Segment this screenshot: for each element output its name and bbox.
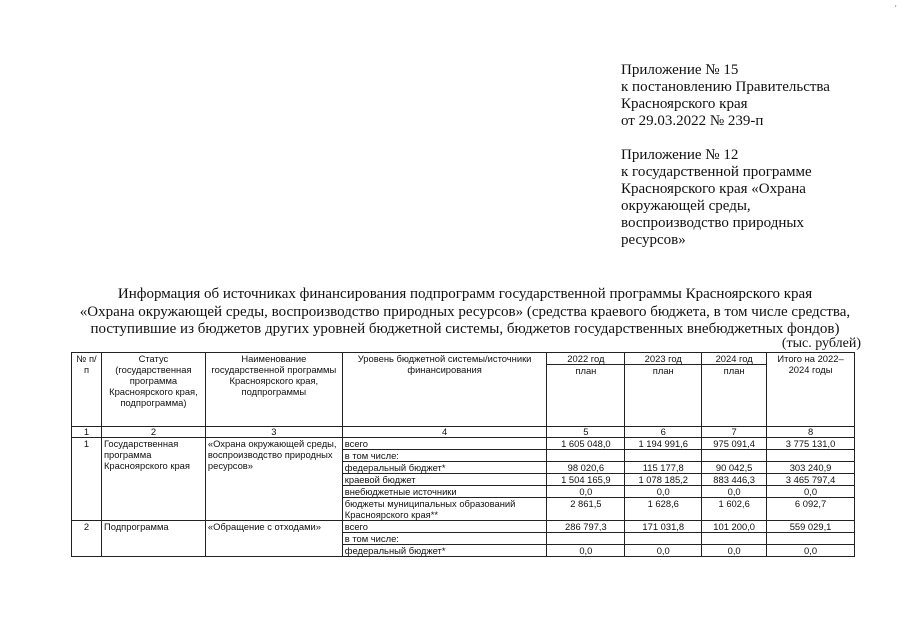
row1-2022: 98 020,6	[547, 462, 625, 474]
row2-name: «Обращение с отходами»	[205, 521, 342, 557]
colnum-5: 5	[547, 427, 625, 438]
appendix-12-line1: Приложение № 12	[621, 147, 739, 163]
row2-status: Подпрограмма	[101, 521, 205, 557]
row1-2023: 0,0	[625, 486, 702, 498]
row1-level: внебюджетные источники	[342, 486, 547, 498]
row2-total: 559 029,1	[767, 521, 855, 533]
appendix-12-line4: окружающей среды,	[621, 198, 751, 214]
row2-2022	[547, 533, 625, 545]
colnum-8: 8	[767, 427, 855, 438]
row1-2024	[702, 450, 767, 462]
header-num: № п/п	[72, 353, 102, 427]
header-total: Итого на 2022–2024 годы	[767, 353, 855, 427]
appendix-12-line3: Красноярского края «Охрана	[621, 181, 806, 197]
table-row	[72, 438, 855, 450]
document-title	[60, 286, 870, 339]
row1-total: 3 775 131,0	[767, 438, 855, 450]
financing-table	[71, 352, 855, 557]
row1-2022	[547, 450, 625, 462]
colnum-3: 3	[205, 427, 342, 438]
row1-2024: 1 602,6	[702, 498, 767, 521]
row1-2023: 1 194 991,6	[625, 438, 702, 450]
row2-2023: 0,0	[625, 545, 702, 557]
title-line1: Информация об источниках финансирования подпрограмм государственной программы Красноярского края	[117, 286, 813, 302]
header-name: Наименование государственной программы Красноярского края, подпрограммы	[205, 353, 342, 427]
row1-2023: 1 628,6	[625, 498, 702, 521]
row1-total	[767, 450, 855, 462]
row2-total: 0,0	[767, 545, 855, 557]
corner-mark: ·	[894, 2, 897, 11]
row1-2023: 1 078 185,2	[625, 474, 702, 486]
row1-level: краевой бюджет	[342, 474, 547, 486]
header-plan-2024: план	[702, 365, 767, 427]
row1-total: 3 465 797,4	[767, 474, 855, 486]
header-status: Статус (государственная программа Красноярского края, подпрограмма)	[101, 353, 205, 427]
appendix-15-line2: к постановлению Правительства	[621, 79, 830, 95]
table-row	[72, 521, 855, 533]
row1-status: Государственная программа Красноярского края	[101, 438, 205, 521]
header-level: Уровень бюджетной системы/источники финансирования	[342, 353, 547, 427]
header-2024: 2024 год	[702, 353, 767, 365]
title-line2: «Охрана окружающей среды, воспроизводство природных ресурсов» (средства краевого бюджета, в том числе средства,	[79, 303, 851, 320]
header-plan-2023: план	[625, 365, 702, 427]
row1-2022: 1 605 048,0	[547, 438, 625, 450]
appendix-12-block	[621, 147, 851, 249]
row1-name: «Охрана окружающей среды, воспроизводство природных ресурсов»	[205, 438, 342, 521]
row1-level: всего	[342, 438, 547, 450]
appendix-12-line5: воспроизводство природных	[621, 215, 804, 231]
row1-2023: 115 177,8	[625, 462, 702, 474]
row1-2022: 2 861,5	[547, 498, 625, 521]
header-row	[72, 353, 855, 365]
header-2022: 2022 год	[547, 353, 625, 365]
row2-2024: 101 200,0	[702, 521, 767, 533]
appendix-15-line3: Красноярского края	[621, 96, 748, 112]
row2-2023	[625, 533, 702, 545]
row1-level: бюджеты муниципальных образований Красноярского края**	[342, 498, 547, 521]
header-plan-2022: план	[547, 365, 625, 427]
row1-2023	[625, 450, 702, 462]
row2-level: в том числе:	[342, 533, 547, 545]
appendix-15-line4: от 29.03.2022 № 239-п	[621, 113, 764, 129]
appendix-12-line2: к государственной программе	[621, 164, 812, 180]
colnum-1: 1	[72, 427, 102, 438]
row2-2023: 171 031,8	[625, 521, 702, 533]
row1-level: федеральный бюджет*	[342, 462, 547, 474]
appendix-15-block	[621, 62, 830, 130]
row2-2024	[702, 533, 767, 545]
row1-2022: 1 504 165,9	[547, 474, 625, 486]
row1-level: в том числе:	[342, 450, 547, 462]
row1-2022: 0,0	[547, 486, 625, 498]
row2-level: всего	[342, 521, 547, 533]
row2-2024: 0,0	[702, 545, 767, 557]
colnum-7: 7	[702, 427, 767, 438]
row2-2022: 0,0	[547, 545, 625, 557]
header-2023: 2023 год	[625, 353, 702, 365]
row1-total: 6 092,7	[767, 498, 855, 521]
row2-level: федеральный бюджет*	[342, 545, 547, 557]
colnum-2: 2	[101, 427, 205, 438]
units-label: (тыс. рублей)	[781, 336, 861, 351]
colnum-4: 4	[342, 427, 547, 438]
row1-total: 0,0	[767, 486, 855, 498]
row2-total	[767, 533, 855, 545]
row1-num: 1	[72, 438, 102, 521]
row1-total: 303 240,9	[767, 462, 855, 474]
row2-num: 2	[72, 521, 102, 557]
column-numbers-row	[72, 427, 855, 438]
row2-2022: 286 797,3	[547, 521, 625, 533]
colnum-6: 6	[625, 427, 702, 438]
appendix-15-line1: Приложение № 15	[621, 62, 739, 78]
row1-2024: 975 091,4	[702, 438, 767, 450]
title-line3: поступившие из бюджетов других уровней бюджетной системы, бюджетов государственных внебюджетных фондов)	[90, 321, 840, 337]
appendix-12-line6: ресурсов»	[621, 232, 686, 248]
row1-2024: 90 042,5	[702, 462, 767, 474]
row1-2024: 0,0	[702, 486, 767, 498]
row1-2024: 883 446,3	[702, 474, 767, 486]
